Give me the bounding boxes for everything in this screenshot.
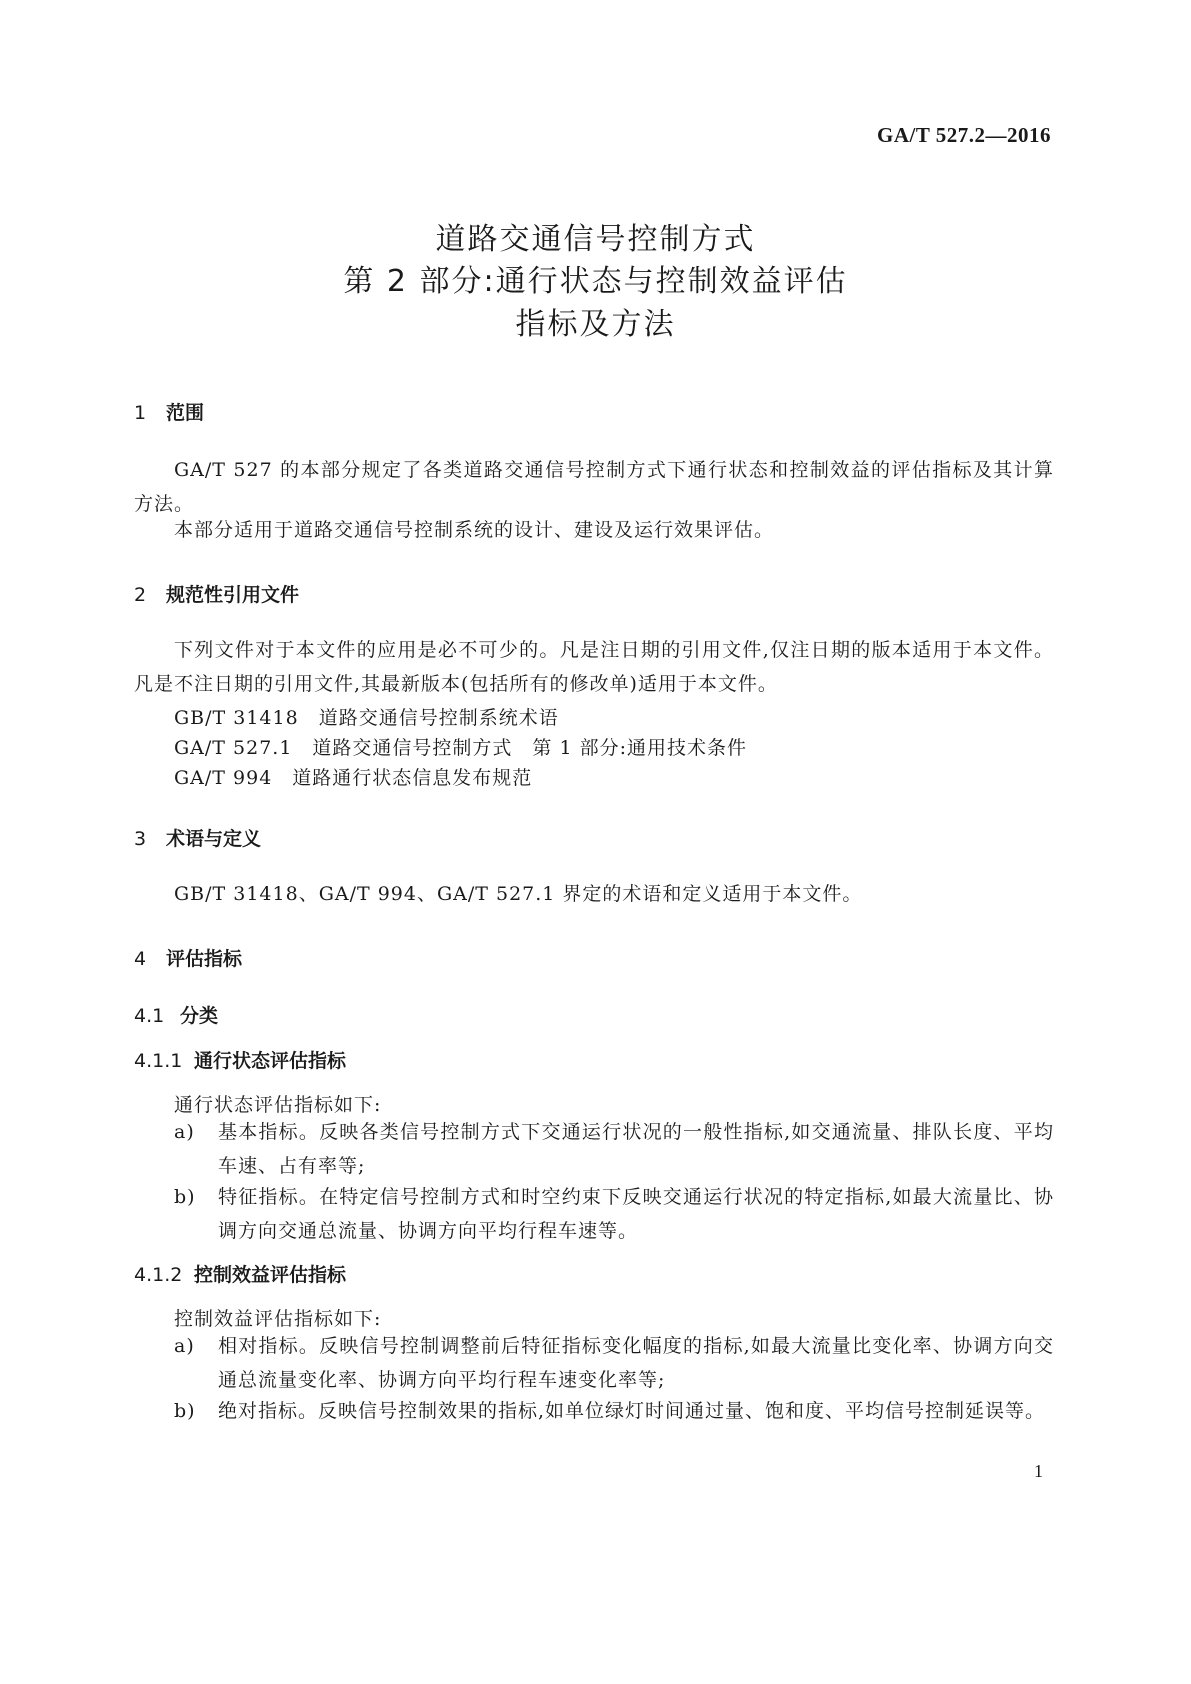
list-item xyxy=(174,1115,1054,1183)
section-1-heading xyxy=(134,398,204,425)
section-2-heading xyxy=(134,580,299,607)
section-number: 4.1.2 xyxy=(134,1264,183,1286)
list-item-label: b) xyxy=(174,1400,196,1422)
document-title-line1: 道路交通信号控制方式 xyxy=(435,222,756,257)
reference-item xyxy=(174,763,532,790)
section-number: 4 xyxy=(134,948,147,970)
list-item-label: a) xyxy=(174,1335,195,1357)
standard-code: GA/T 527.2—2016 xyxy=(877,123,1051,147)
list-item-text: 绝对指标。反映信号控制效果的指标,如单位绿灯时间通过量、饱和度、平均信号控制延误等。 xyxy=(218,1400,1046,1422)
reference-title: 道路交通信号控制系统术语 xyxy=(318,707,559,729)
section-3-paragraph-1: GB/T 31418、GA/T 994、GA/T 527.1 界定的术语和定义适用于本文件。 xyxy=(174,883,863,905)
section-number: 4.1 xyxy=(134,1005,165,1027)
section-3-heading xyxy=(134,824,261,851)
list-item-label: b) xyxy=(174,1186,196,1208)
section-number: 4.1.1 xyxy=(134,1050,183,1072)
reference-item xyxy=(174,703,559,730)
reference-title: 道路通行状态信息发布规范 xyxy=(292,767,533,789)
section-title: 术语与定义 xyxy=(166,828,262,850)
section-2-paragraph-1: 下列文件对于本文件的应用是必不可少的。凡是注日期的引用文件,仅注日期的版本适用于本文件。凡是不注日期的引用文件,其最新版本(包括所有的修改单)适用于本文件。 xyxy=(134,639,1054,695)
list-item xyxy=(174,1394,1054,1428)
reference-code: GA/T 994 xyxy=(174,767,273,789)
list-item-text: 基本指标。反映各类信号控制方式下交通运行状况的一般性指标,如交通流量、排队长度、平均车速、占有率等; xyxy=(218,1121,1054,1177)
section-4-1-2-intro: 控制效益评估指标如下: xyxy=(174,1308,382,1330)
section-1-paragraph-2: 本部分适用于道路交通信号控制系统的设计、建设及运行效果评估。 xyxy=(174,519,775,541)
section-title: 范围 xyxy=(166,402,205,424)
section-4-1-heading xyxy=(134,1001,218,1028)
document-title-line3: 指标及方法 xyxy=(515,307,676,342)
reference-code: GB/T 31418 xyxy=(174,707,299,729)
section-title: 评估指标 xyxy=(166,948,243,970)
section-4-1-1-intro: 通行状态评估指标如下: xyxy=(174,1094,382,1116)
section-1-paragraph-1: GA/T 527 的本部分规定了各类道路交通信号控制方式下通行状态和控制效益的评估指标及其计算方法。 xyxy=(134,459,1054,515)
section-title: 分类 xyxy=(180,1005,219,1027)
list-item-text: 相对指标。反映信号控制调整前后特征指标变化幅度的指标,如最大流量比变化率、协调方向交通总流量变化率、协调方向平均行程车速变化率等; xyxy=(218,1335,1054,1391)
section-title: 控制效益评估指标 xyxy=(194,1264,347,1286)
section-4-1-2-heading xyxy=(134,1260,346,1287)
section-number: 3 xyxy=(134,828,147,850)
list-item xyxy=(174,1329,1054,1397)
list-item-label: a) xyxy=(174,1121,195,1143)
page-number: 1 xyxy=(1034,1461,1043,1481)
section-title: 通行状态评估指标 xyxy=(194,1050,347,1072)
list-item xyxy=(174,1180,1054,1248)
reference-item xyxy=(174,733,747,760)
reference-code: GA/T 527.1 xyxy=(174,737,293,759)
section-4-heading xyxy=(134,944,242,971)
document-title-line2: 第 2 部分:通行状态与控制效益评估 xyxy=(343,264,848,299)
section-4-1-1-heading xyxy=(134,1046,346,1073)
section-number: 2 xyxy=(134,584,147,606)
list-item-text: 特征指标。在特定信号控制方式和时空约束下反映交通运行状况的特定指标,如最大流量比、协调方向交通总流量、协调方向平均行程车速等。 xyxy=(218,1186,1054,1242)
section-number: 1 xyxy=(134,402,147,424)
section-title: 规范性引用文件 xyxy=(166,584,300,606)
reference-title: 道路交通信号控制方式 第 1 部分:通用技术条件 xyxy=(312,737,747,759)
